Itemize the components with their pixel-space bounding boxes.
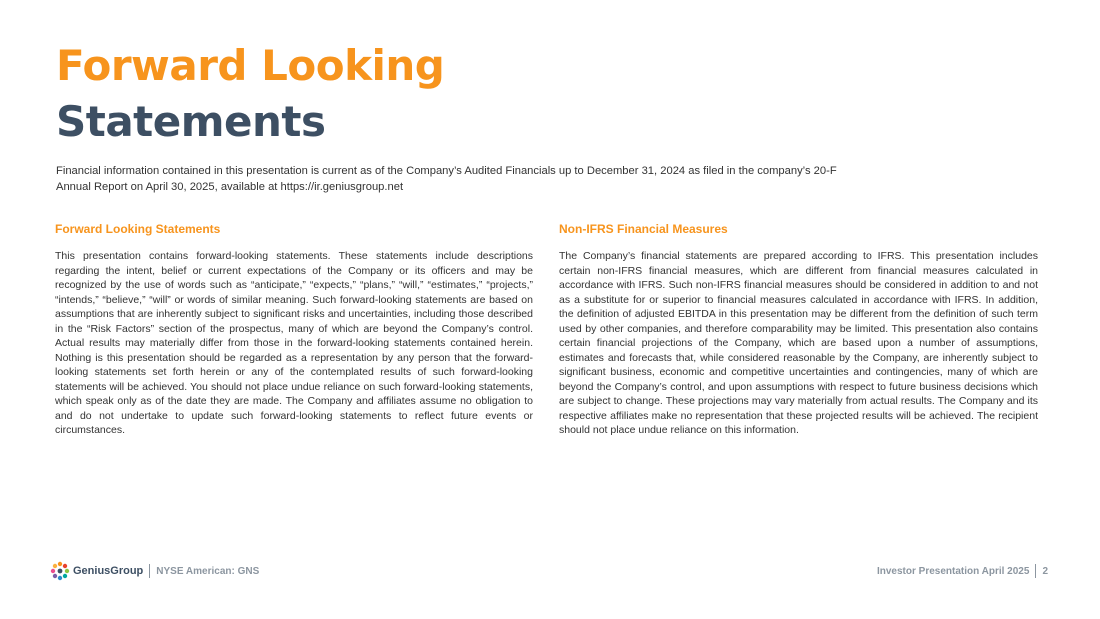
- page-title-line2: Statements: [56, 97, 326, 146]
- forward-looking-heading: Forward Looking Statements: [55, 222, 221, 236]
- forward-looking-section: [55, 221, 533, 438]
- non-ifrs-body: The Company’s financial statements are prepared according to IFRS. This presentation includes certain non-IFRS financial measures, which are different from financial measures calculated in accordance with IFRS. Such non-IFRS financial measures should be considered in addition to and not as a substitute for or superior to financial measures calculated in accordance with IFRS. In addition, the definition of adjusted EBITDA in this presentation may be different from the definition of such term used by other companies, and therefore comparability may be limited. This presentation also contains certain financial projections of the Company, which are based upon a number of assumptions, estimates and forecasts that, while considered reasonable by the Company, are inherently subject to significant business, economic and competitive uncertainties and contingencies, many of which are beyond the Company’s control, and upon assumptions with respect to future business decisions which are subject to change. These projections may vary materially from actual results. The Company and its respective affiliates make no representation that these projected results will be achieved. The recipient should not place undue reliance on this information.: [559, 250, 1038, 436]
- footer-divider-right: [1035, 564, 1036, 578]
- exchange-listing: NYSE American: GNS: [156, 565, 260, 577]
- page-title: [56, 38, 444, 150]
- brand-name: GeniusGroup: [73, 565, 144, 577]
- page-title-line1: Forward Looking: [56, 41, 445, 90]
- intro-text: Financial information contained in this presentation is current as of the Company’s Audited Financials up to December 31, 2024 as filed in the company’s 20-F Annual Report on April 30, 2025, available at https://ir.geniusgroup.net: [56, 165, 837, 193]
- non-ifrs-heading: Non-IFRS Financial Measures: [559, 222, 728, 236]
- non-ifrs-section: [559, 221, 1038, 438]
- presentation-label: Investor Presentation April 2025: [876, 565, 1030, 577]
- footer-company: [50, 561, 259, 581]
- footer-presentation: [877, 561, 1048, 581]
- forward-looking-body: This presentation contains forward-looking statements. These statements include descriptions regarding the intent, belief or current expectations of the Company or its officers and may be recognized by the use of words such as “anticipate,” “expects,” “plans,” “will,” “estimates,” “projects,” “intends,” “believe,” “will” or words of similar meaning. Such forward-looking statements are based on assumptions that are inherently subject to significant risks and uncertainties, including those described in the “Risk Factors” section of the prospectus, many of which are beyond the Company’s control. Actual results may materially differ from those in the forward-looking statements contained herein. Nothing is this presentation should be regarded as a representation by any person that the forward-looking statements set forth herein or any of the contemplated results of such forward-looking statements will be achieved. You should not place undue reliance on such forward-looking statements, which speak only as of the date they are made. The Company and affiliates assume no obligation to and do not undertake to update such forward-looking statements to reflect future events or circumstances.: [55, 250, 533, 436]
- genius-group-logo-icon: [50, 561, 70, 581]
- footer-divider: [149, 564, 150, 578]
- page-number: 2: [1042, 565, 1048, 577]
